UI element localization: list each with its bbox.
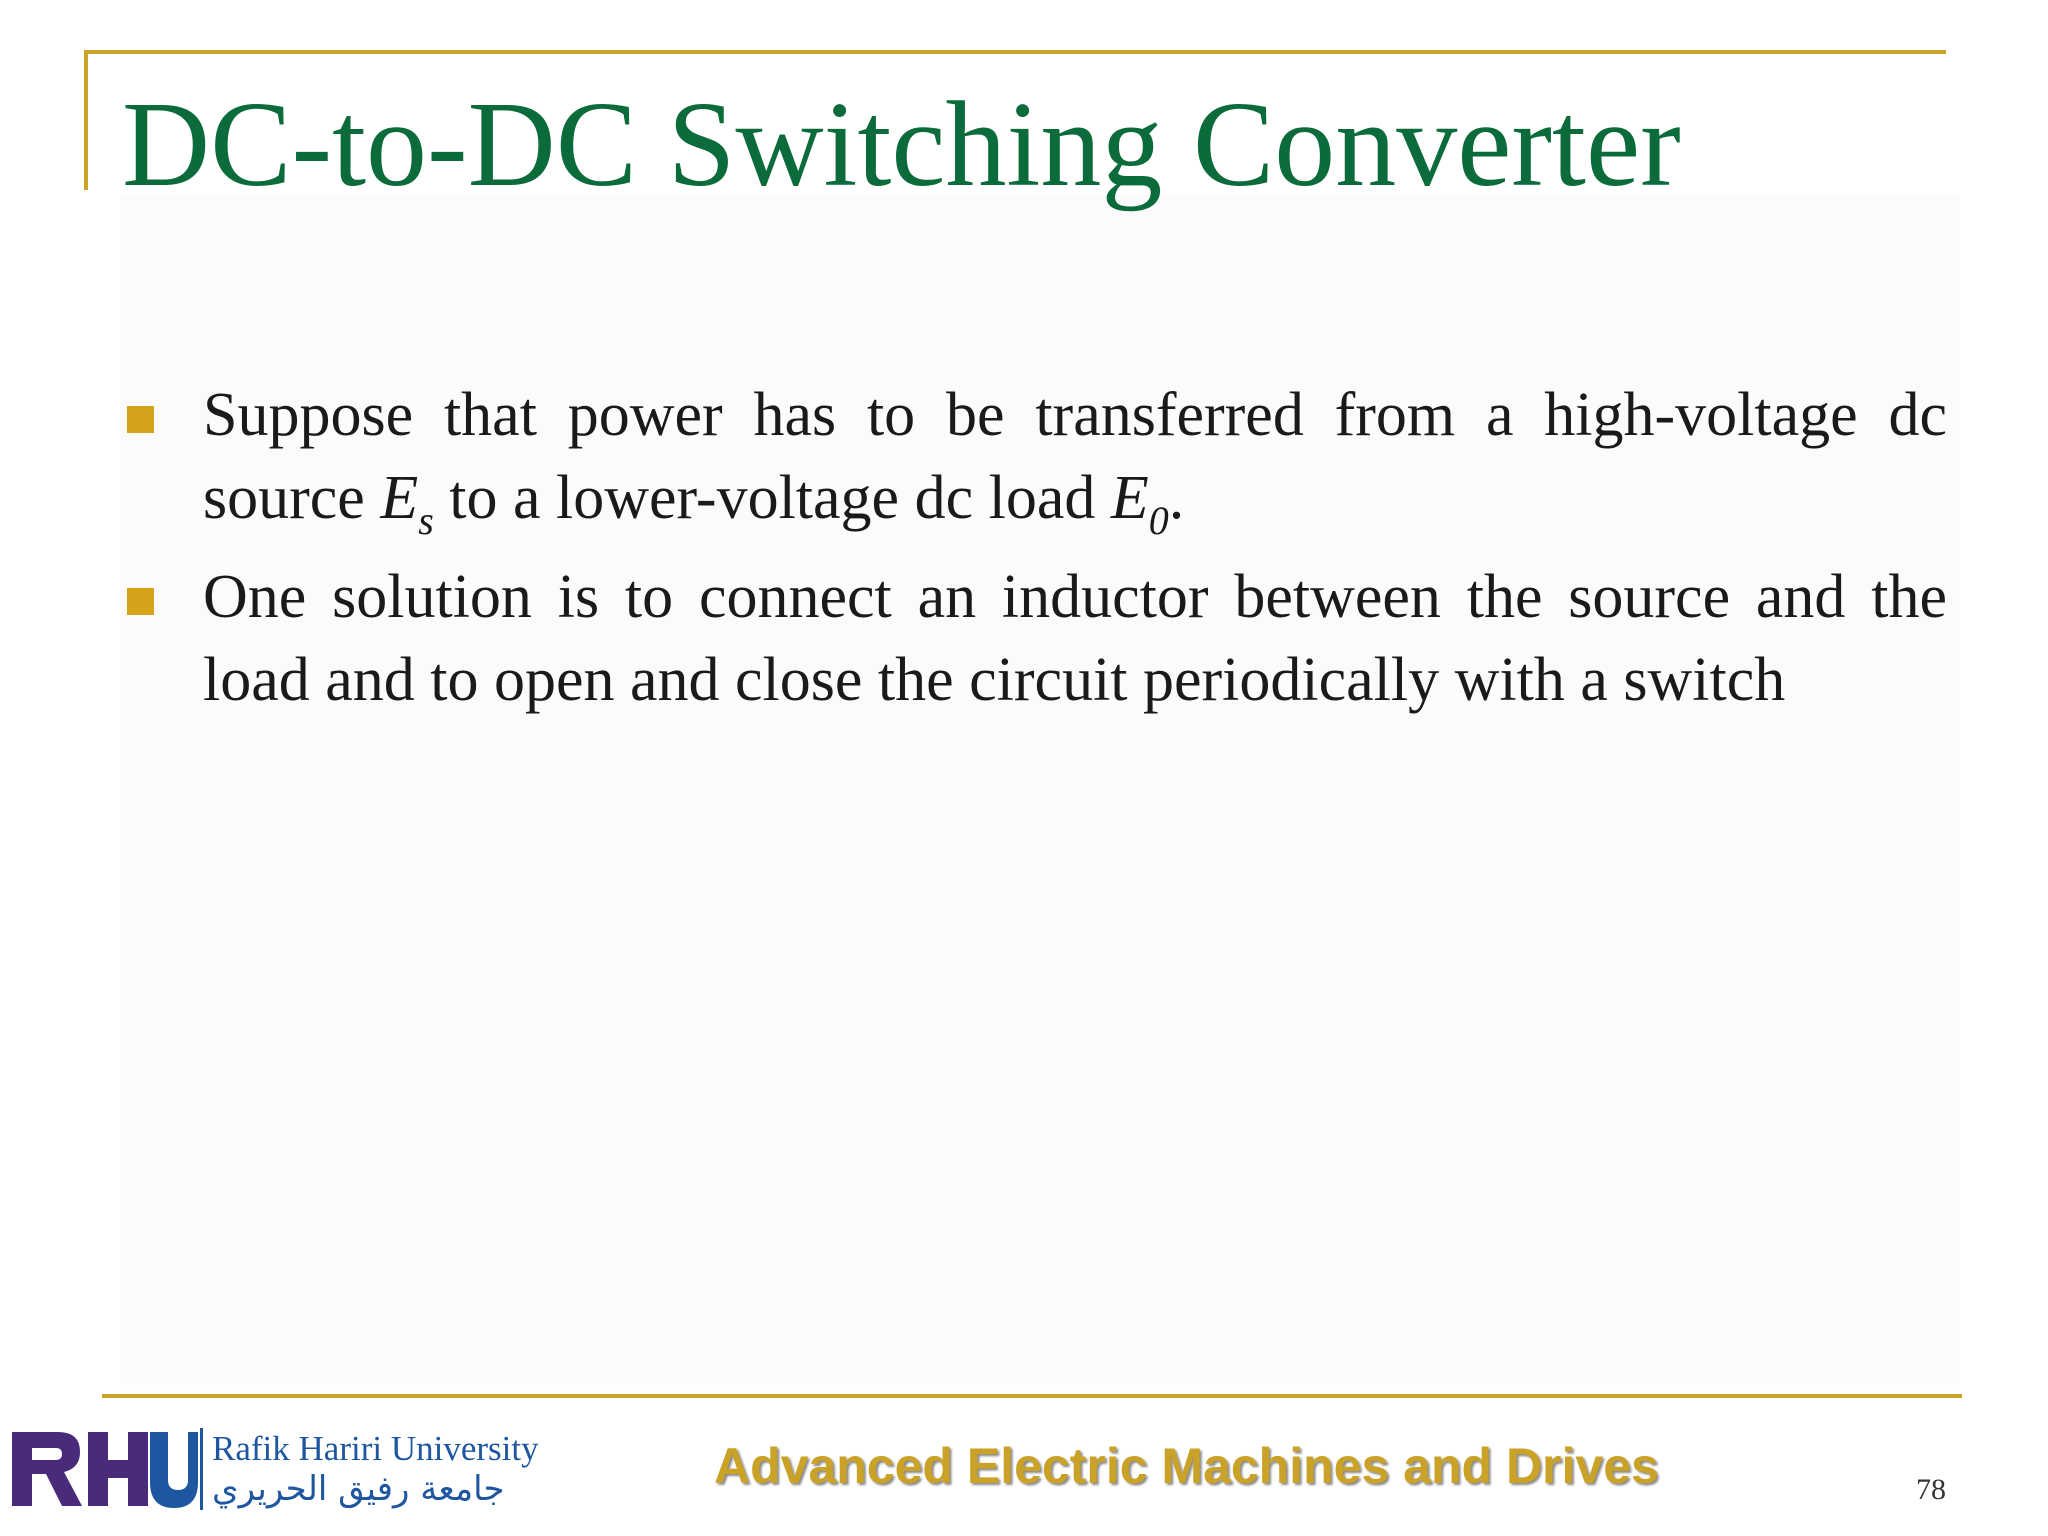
page-number: 78: [1916, 1473, 1946, 1506]
title-top-rule: [84, 50, 1946, 54]
university-name-arabic: جامعة رفيق الحريري: [212, 1469, 505, 1509]
title-left-rule: [84, 50, 88, 190]
university-name: Rafik Hariri University: [212, 1429, 539, 1468]
load-voltage-symbol: E: [1110, 464, 1149, 532]
rhu-logo-icon: [10, 1428, 198, 1510]
load-voltage-subscript: 0: [1148, 498, 1169, 543]
source-voltage-symbol: E: [380, 464, 419, 532]
bullet-text-part: .: [1168, 464, 1185, 532]
square-bullet-icon: [127, 406, 154, 433]
slide-title: DC-to-DC Switching Converter: [122, 77, 1681, 212]
square-bullet-icon: [127, 588, 154, 615]
bullet-text-part: to a lower-voltage dc load: [433, 464, 1111, 532]
bullet-text-part: Suppose that power has to be transferred from a high-voltage dc source: [203, 381, 1947, 532]
bullet-text: [203, 374, 1947, 562]
bullet-text: One solution is to connect an inductor between the source and the load and to open and close the circuit periodically with a switch: [203, 563, 1947, 714]
logo-divider: [200, 1428, 203, 1510]
source-voltage-subscript: s: [418, 498, 434, 543]
course-title: Advanced Electric Machines and Drives: [714, 1438, 1659, 1494]
footer-rule: [102, 1394, 1962, 1398]
